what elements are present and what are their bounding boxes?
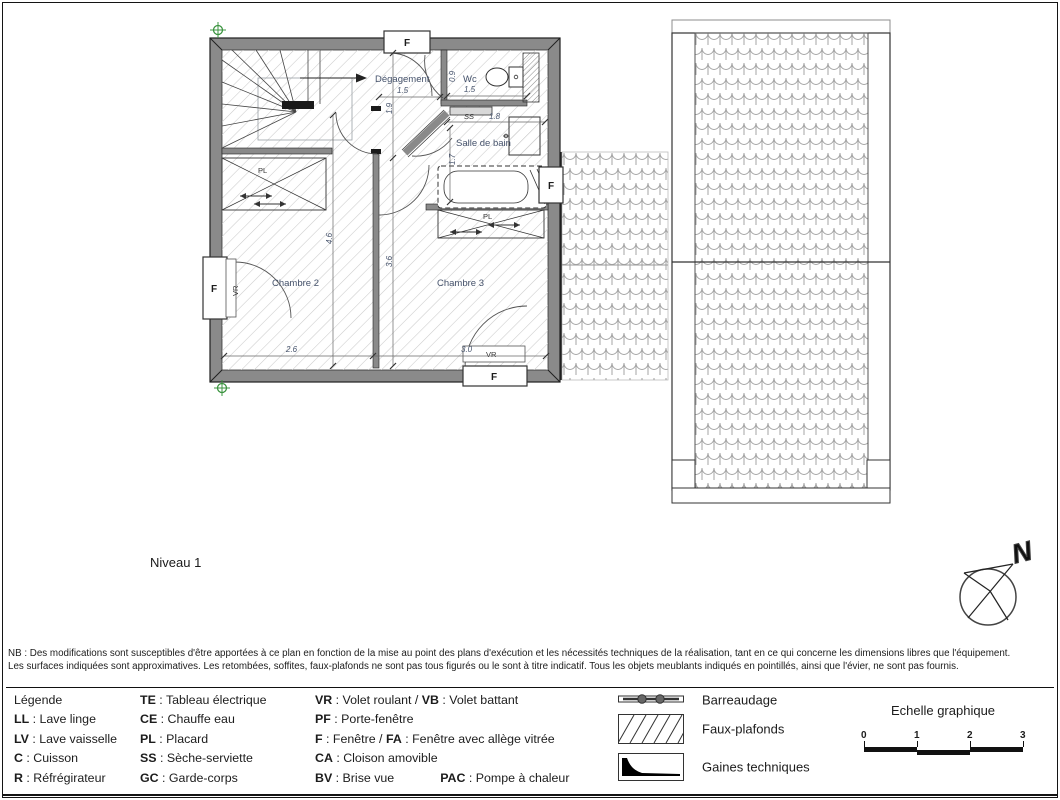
dim-1-7: 1.7 (448, 153, 457, 165)
closet-label-1: PL (258, 166, 268, 175)
legend-symbol-label: Gaines techniques (702, 759, 810, 775)
legend-entry: PF : Porte-fenêtre (315, 712, 414, 727)
dim-0-9: 0.9 (448, 70, 457, 82)
scale-title: Echelle graphique (890, 703, 996, 718)
nb-note-line1: NB : Des modifications sont susceptibles d'être apportées à ce plan en fonction de la mise au point des plans d'exécution et les nécessités techniques de la réalisation, tant en ce qui concerne les dimensions libres que l'équipement. (8, 648, 1011, 659)
window-label-f-top: F (404, 38, 411, 49)
dim-1-9: 1.9 (385, 102, 394, 114)
faux-plafonds-icon (618, 714, 684, 744)
dim-1-5-wc: 1.5 (464, 85, 476, 94)
technical-duct (523, 53, 539, 102)
gaines-techniques-icon (618, 753, 684, 781)
scale-tick-label: 0 (861, 730, 867, 741)
room-label-salle-de-bain: Salle de bain (456, 138, 511, 149)
scale-bar-segment (970, 747, 1023, 752)
scale-bar-segment (917, 750, 970, 755)
legend-symbol-row (618, 692, 868, 708)
survey-cross-top (210, 22, 226, 38)
sink (503, 117, 540, 155)
legend-title: Légende (14, 693, 63, 707)
legend-symbol-label: Barreaudage (702, 692, 778, 708)
window-label-f-left: F (211, 284, 218, 295)
closet-label-2: PL (483, 212, 493, 221)
legend-symbol-row (618, 714, 868, 744)
scale-tick-label: 1 (914, 730, 920, 741)
shutter-label-bottom: VR (486, 350, 497, 359)
legend-column-3 (315, 691, 569, 788)
legend-entry: PL : Placard (140, 731, 209, 746)
nb-note-line2: Les surfaces indiquées sont approximatives. Les retombées, soffites, faux-plafonds ne sont pas tous figurés ou le sont à titre indicatif. Tous les objets meublants indiqués en pointillés, ainsi que l'évier, ne sont pas fournis. (8, 661, 959, 673)
legend-entry: SS : Sèche-serviette (140, 751, 253, 766)
dim-3-0: 3.0 (461, 345, 473, 354)
room-label-wc: Wc (463, 74, 477, 85)
legend-entry: LL : Lave linge (14, 712, 96, 727)
dim-1-5-degagement: 1.5 (397, 86, 409, 95)
legend-entry: VR : Volet roulant / VB : Volet battant (315, 693, 519, 707)
toilet (486, 67, 523, 87)
stair-handrail (282, 101, 314, 109)
scale-tick-label: 3 (1020, 730, 1026, 741)
legend-symbol-label: Faux-plafonds (702, 721, 785, 737)
barreaudage-icon (618, 692, 684, 706)
nb-note (8, 647, 1054, 673)
legend-divider (6, 687, 1054, 688)
roof-strip (561, 152, 668, 380)
scale-bar-segment (864, 747, 917, 752)
dim-2-6: 2.6 (286, 345, 298, 354)
room-label-chambre-2: Chambre 2 (272, 278, 319, 289)
window-label-f-right: F (548, 181, 555, 192)
towel-dryer-label: SS (464, 112, 475, 121)
legend-entry: R : Réfrégirateur (14, 770, 106, 785)
roof-structure (672, 20, 890, 503)
north-arrow (960, 536, 1036, 625)
room-label-chambre-3: Chambre 3 (437, 278, 484, 289)
bathtub (438, 166, 546, 208)
scale-tick (917, 741, 918, 747)
legend-entry: F : Fenêtre / FA : Fenêtre avec allège vitrée (315, 731, 555, 746)
level-label: Niveau 1 (150, 555, 202, 570)
north-letter: N (1008, 535, 1036, 570)
room-label-degagement: Dégagement (375, 74, 430, 85)
window-label-f-bottom: F (491, 372, 498, 383)
dim-1-8: 1.8 (489, 112, 501, 121)
legend-entry: GC : Garde-corps (140, 770, 238, 785)
scale-tick-label: 2 (967, 730, 973, 741)
scale-tick (1023, 741, 1024, 747)
legend-symbol-row (618, 753, 868, 781)
legend-entry: LV : Lave vaisselle (14, 731, 118, 746)
legend-entry: BV : Brise vue PAC : Pompe à chaleur (315, 770, 570, 785)
legend-column-1 (14, 691, 117, 788)
legend-entry: CE : Chauffe eau (140, 712, 235, 727)
dim-3-6: 3.6 (385, 255, 394, 267)
shutter-label-left: VR (231, 285, 240, 296)
legend-entry: C : Cuisson (14, 751, 79, 766)
legend-entry: TE : Tableau électrique (140, 693, 267, 707)
page-bottom-rule (2, 794, 1058, 796)
legend-entry: CA : Cloison amovible (315, 751, 438, 766)
dim-4-6: 4.6 (325, 232, 334, 244)
legend-column-2 (140, 691, 267, 788)
